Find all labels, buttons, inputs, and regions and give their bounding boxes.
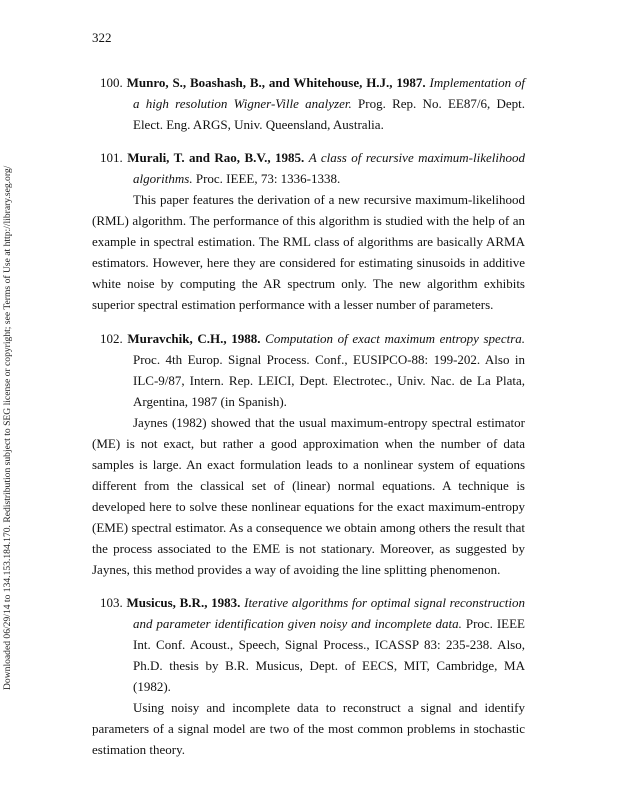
download-notice: Downloaded 06/29/14 to 134.153.184.170. Redistribution subject to SEG license or copyright; see Terms of Use at http://library.seg.org/ (2, 165, 13, 690)
reference-number: 103. (100, 595, 123, 610)
reference-entry (92, 147, 525, 189)
page-number: 322 (92, 30, 112, 45)
reference-authors: Musicus, B.R., 1983. (126, 595, 241, 610)
reference-abstract: Jaynes (1982) showed that the usual maximum-entropy spectral estimator (ME) is not exact, but rather a good approximation when the number of data samples is large. An exact formulation leads to a nonlinear system of equations different from the classical set of (linear) normal equations. A technique is developed here to solve these nonlinear equations for the exact maximum-entropy (EME) spectral estimator. As a consequence we obtain among others the result that the process associated to the EME is not stationary. Moreover, as suggested by Jaynes, this method provides a way of avoiding the line splitting phenomenon. (92, 415, 525, 577)
reference-entry (92, 328, 525, 412)
reference-number: 100. (100, 75, 123, 90)
reference-authors: Murali, T. and Rao, B.V., 1985. (127, 150, 305, 165)
reference-entry (92, 592, 525, 697)
reference-abstract: Using noisy and incomplete data to reconstruct a signal and identify parameters of a signal model are two of the most common problems in stochastic estimation theory. (92, 700, 525, 757)
reference-authors: Muravchik, C.H., 1988. (127, 331, 261, 346)
reference-source: Prog. Rep. No. EE87/6, Dept. Elect. Eng. ARGS, Univ. Queensland, Australia. (133, 96, 526, 132)
reference-authors: Munro, S., Boashash, B., and Whitehouse, H.J., 1987. (126, 75, 426, 90)
reference-title: Implementation of a high resolution Wigner-Ville analyzer. (133, 75, 526, 111)
reference-entry (92, 72, 525, 135)
reference-title: Iterative algorithms for optimal signal reconstruction and parameter identification given noisy and incomplete data. (133, 595, 526, 631)
reference-abstract: This paper features the derivation of a new recursive maximum-likelihood (RML) algorithm. The performance of this algorithm is studied with the help of an example in spectral estimation. The RML class of algorithms are basically ARMA estimators. However, here they are considered for estimating sinusoids in additive white noise by computing the AR spectrum only. The new algorithm exhibits superior spectral estimation performance with a lesser number of parameters. (92, 192, 525, 312)
reference-number: 102. (100, 331, 123, 346)
reference-source: Proc. IEEE Int. Conf. Acoust., Speech, Signal Process., ICASSP 83: 235-238. Also, Ph.D. thesis by B.R. Musicus, Dept. of EECS, MIT, Cambridge, MA (1982). (133, 616, 525, 694)
reference-title: A class of recursive maximum-likelihood algorithms. (133, 150, 526, 186)
bibliography-list (92, 72, 525, 760)
reference-source: Proc. IEEE, 73: 1336-1338. (195, 171, 341, 186)
reference-number: 101. (100, 150, 123, 165)
reference-source: Proc. 4th Europ. Signal Process. Conf., EUSIPCO-88: 199-202. Also in ILC-9/87, Intern. Rep. LEICI, Dept. Electrotec., Univ. Nac. de La Plata, Argentina, 1987 (in Spanish). (133, 352, 525, 409)
reference-title: Computation of exact maximum entropy spectra. (265, 331, 526, 346)
